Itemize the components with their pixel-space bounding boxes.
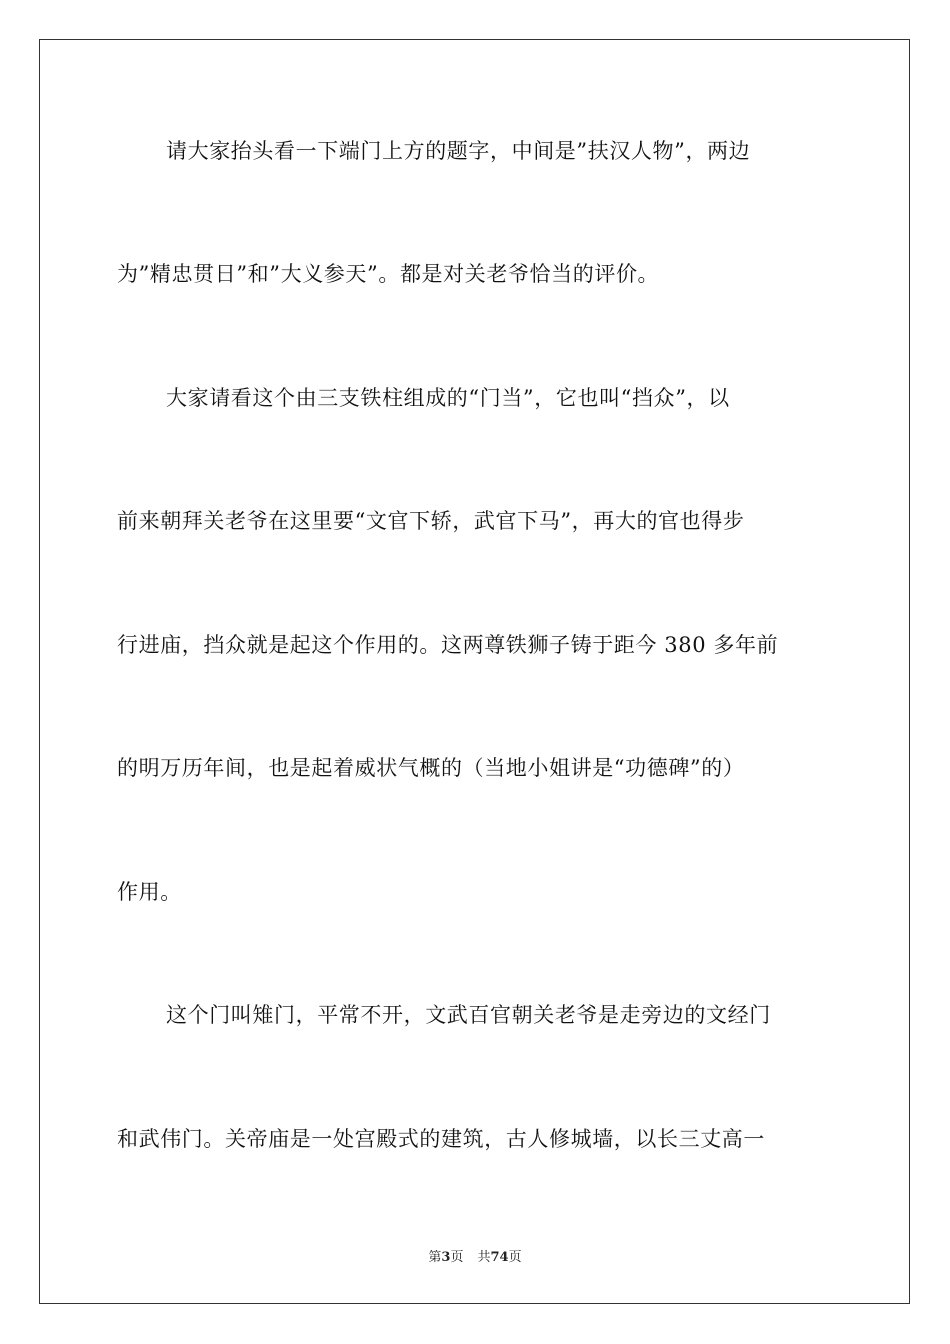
paragraph-1-line-1: 请大家抬头看一下端门上方的题字，中间是”扶汉人物”，两边 [166, 139, 751, 163]
current-page-number: 3 [441, 1250, 451, 1265]
paragraph-3-line-1: 这个门叫雉门，平常不开，文武百官朝关老爷是走旁边的文经门 [166, 1003, 771, 1027]
page-number-footer [0, 1249, 950, 1267]
total-unit: 页 [508, 1250, 522, 1265]
total-prefix: 共 [477, 1250, 491, 1265]
total-page-count: 74 [490, 1250, 509, 1265]
paragraph-1-line-2: 为”精忠贯日”和”大义参天”。都是对关老爷恰当的评价。 [117, 262, 660, 286]
paragraph-2-line-3: 行进庙，挡众就是起这个作用的。这两尊铁狮子铸于距今 380 多年前 [117, 633, 779, 657]
paragraph-2-line-4: 的明万历年间，也是起着威状气概的（当地小姐讲是“功德碑”的） [117, 756, 745, 780]
paragraph-2-line-5: 作用。 [117, 880, 182, 904]
paragraph-2-line-1: 大家请看这个由三支铁柱组成的“门当”，它也叫“挡众”，以 [166, 386, 730, 410]
page-unit: 页 [450, 1250, 464, 1265]
paragraph-3-line-2: 和武伟门。关帝庙是一处宫殿式的建筑，古人修城墙，以长三丈高一 [117, 1127, 765, 1151]
paragraph-2-line-2: 前来朝拜关老爷在这里要“文官下轿，武官下马”，再大的官也得步 [117, 509, 745, 533]
page-border [39, 39, 910, 1304]
page-prefix: 第 [428, 1250, 442, 1265]
